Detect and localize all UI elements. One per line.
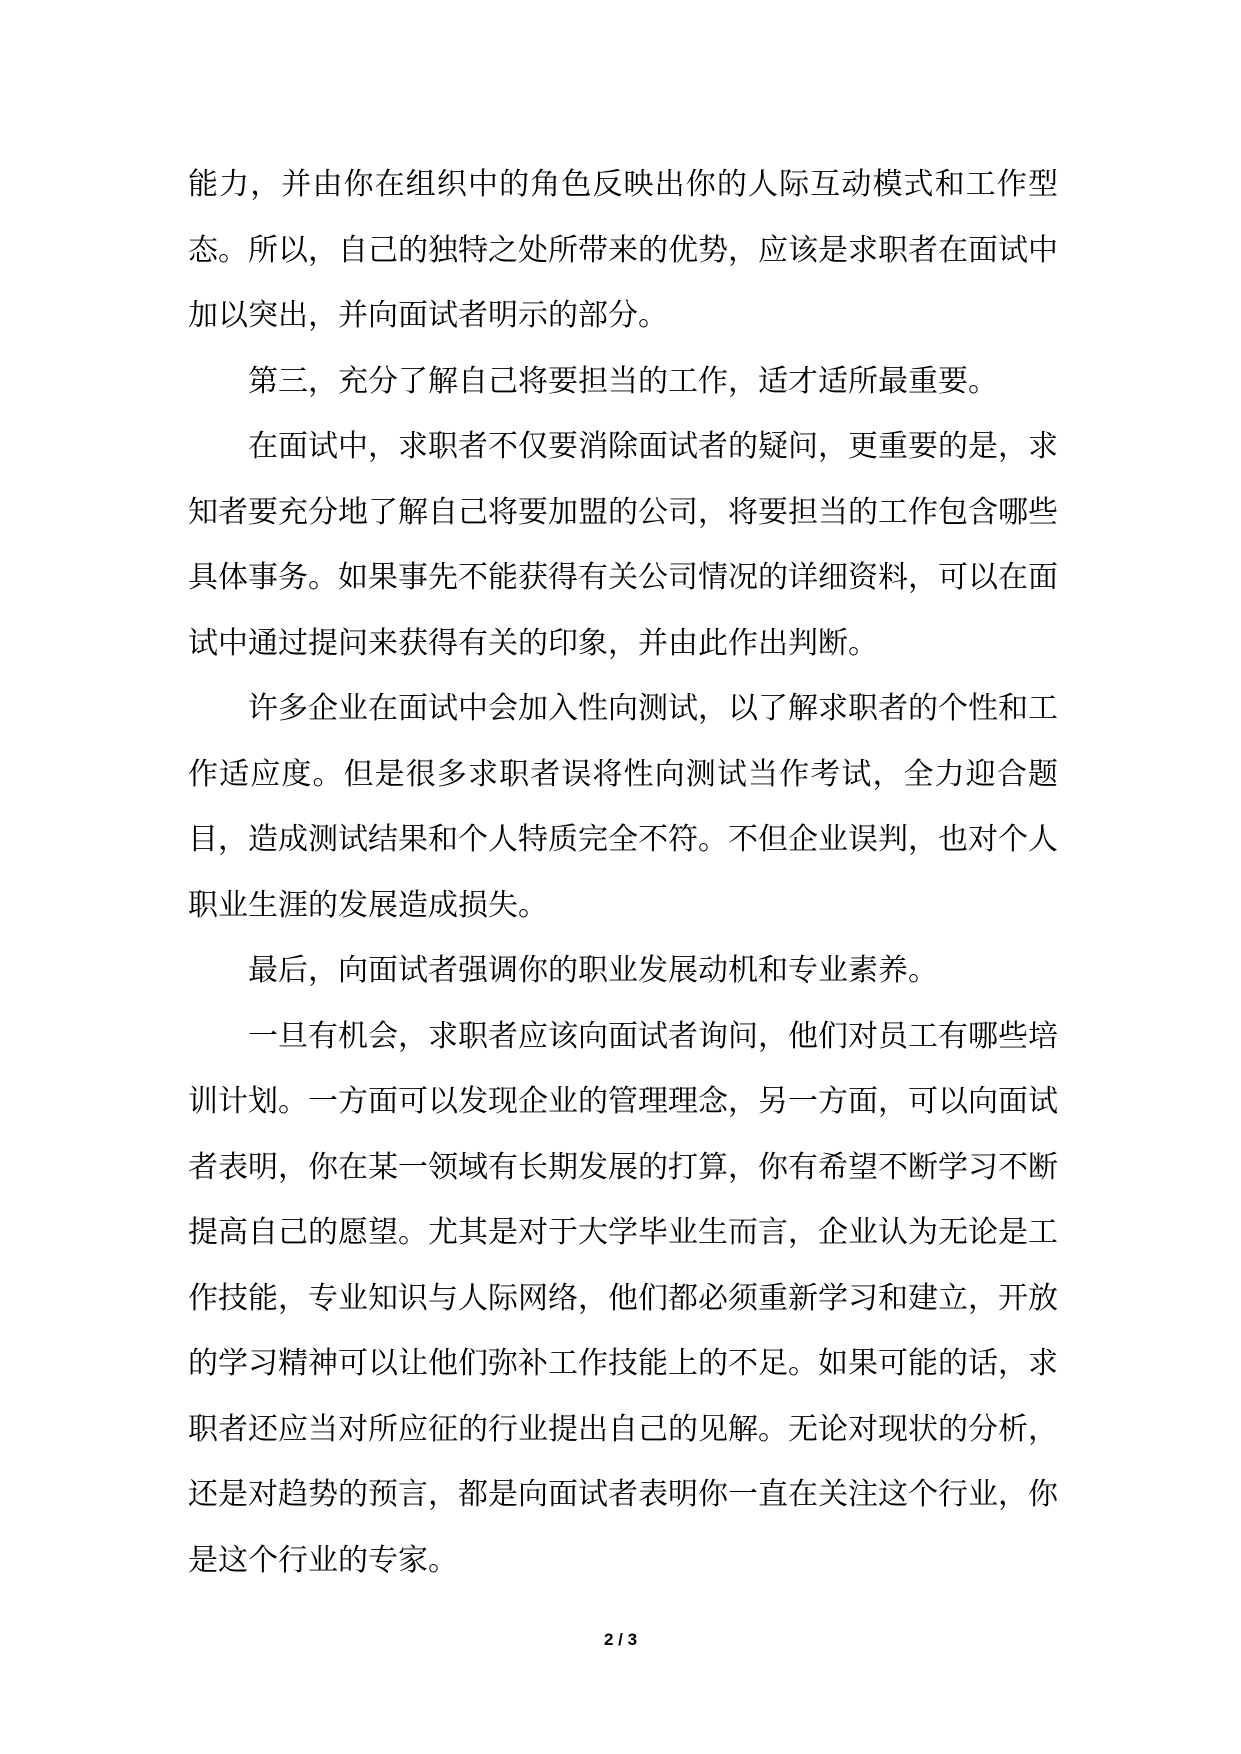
paragraph-continuation: 能力，并由你在组织中的角色反映出你的人际互动模式和工作型态。所以，自己的独特之处所带来的优势，应该是求职者在面试中加以突出，并向面试者明示的部分。 xyxy=(188,167,1058,333)
paragraph: 在面试中，求职者不仅要消除面试者的疑问，更重要的是，求知者要充分地了解自己将要加盟的公司，将要担当的工作包含哪些具体事务。如果事先不能获得有关公司情况的详细资料，可以在面试中通过提问来获得有关的印象，并由此作出判断。 xyxy=(188,429,1058,661)
paragraph-heading-third: 第三，充分了解自己将要担当的工作，适才适所最重要。 xyxy=(248,363,998,399)
paragraph: 一旦有机会，求职者应该向面试者询问，他们对员工有哪些培训计划。一方面可以发现企业的管理理念，另一方面，可以向面试者表明，你在某一领域有长期发展的打算，你有希望不断学习不断提高自己的愿望。尤其是对于大学毕业生而言，企业认为无论是工作技能，专业知识与人际网络，他们都必须重新学习和建立，开放的学习精神可以让他们弥补工作技能上的不足。如果可能的话，求职者还应当对所应征的行业提出自己的见解。无论对现状的分析，还是对趋势的预言，都是向面试者表明你一直在关注这个行业，你是这个行业的专家。 xyxy=(188,1018,1058,1578)
document-body xyxy=(188,152,1058,1593)
paragraph: 许多企业在面试中会加入性向测试，以了解求职者的个性和工作适应度。但是很多求职者误将性向测试当作考试，全力迎合题目，造成测试结果和个人特质完全不符。不但企业误判，也对个人职业生涯的发展造成损失。 xyxy=(188,691,1058,923)
paragraph-heading-last: 最后，向面试者强调你的职业发展动机和专业素养。 xyxy=(248,953,938,988)
page-number: 2 / 3 xyxy=(603,1630,638,1649)
